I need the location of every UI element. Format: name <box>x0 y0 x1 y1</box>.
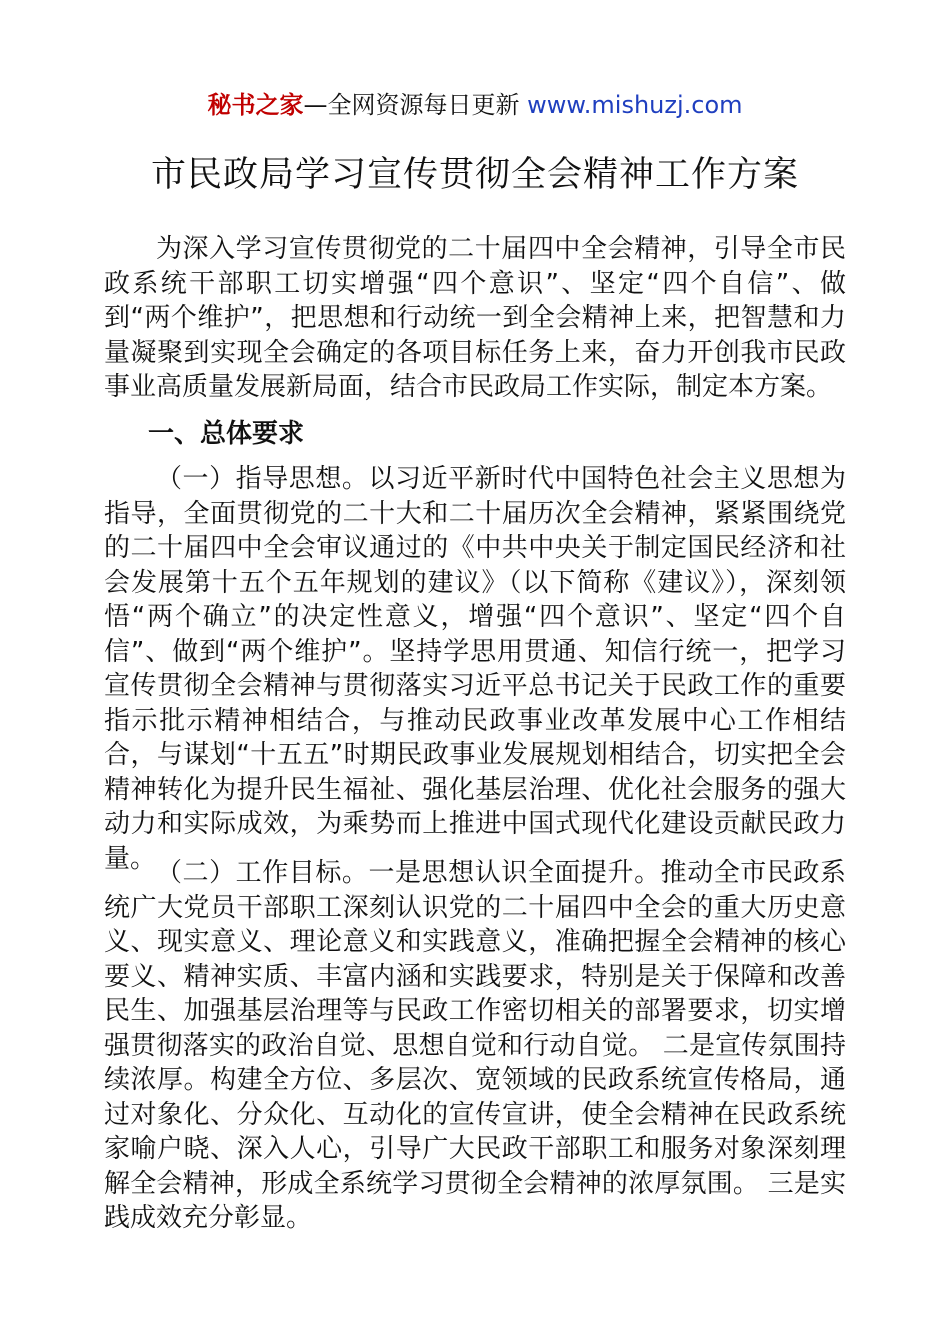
work-goals-paragraph: （二）工作目标。一是思想认识全面提升。推动全市民政系统广大党员干部职工深刻认识党的二十届四中全会的重大历史意义、现实意义、理论意义和实践意义，准确把握全会精神的核心要义、精神实质、丰富内涵和实践要求，特别是关于保障和改善民生、加强基层治理等与民政工作密切相关的部署要求，切实增强贯彻落实的政治自觉、思想自觉和行动自觉。 二是宣传氛围持续浓厚。构建全方位、多层次、宽领域的民政系统宣传格局，通过对象化、分众化、互动化的宣传宣讲，使全会精神在民政系统家喻户晓、深入人心，引导广大民政干部职工和服务对象深刻理解全会精神，形成全系统学习贯彻全会精神的浓厚氛围。 三是实践成效充分彰显。 <box>104 858 846 1233</box>
banner-tagline: —全网资源每日更新 <box>303 91 528 119</box>
banner-brand: 秘书之家 <box>207 91 304 119</box>
section-heading-general-requirements: 一、总体要求 <box>148 419 305 449</box>
page-title: 市民政局学习宣传贯彻全会精神工作方案 <box>150 155 799 195</box>
guiding-ideology-paragraph: （一）指导思想。以习近平新时代中国特色社会主义思想为指导，全面贯彻党的二十大和二十届历次全会精神，紧紧围绕党的二十届四中全会审议通过的《中共中央关于制定国民经济和社会发展第十五个五年规划的建议》（以下简称《建议》），深刻领悟“两个确立”的决定性意义，增强“四个意识”、坚定“四个自信”、做到“两个维护”。坚持学思用贯通、知信行统一，把学习宣传贯彻全会精神与贯彻落实习近平总书记关于民政工作的重要指示批示精神相结合，与推动民政事业改革发展中心工作相结合，与谋划“十五五”时期民政事业发展规划相结合，切实把全会精神转化为提升民生福祉、强化基层治理、优化社会服务的强大动力和实际成效，为乘势而上推进中国式现代化建设贡献民政力量。 <box>104 464 846 874</box>
intro-paragraph: 为深入学习宣传贯彻党的二十届四中全会精神，引导全市民政系统干部职工切实增强“四个意识”、坚定“四个自信”、做到“两个维护”，把思想和行动统一到全会精神上来，把智慧和力量凝聚到实现全会确定的各项目标任务上来，奋力开创我市民政事业高质量发展新局面，结合市民政局工作实际，制定本方案。 <box>104 234 846 402</box>
banner-site-link[interactable]: www.mishuzj.com <box>527 91 743 119</box>
site-banner <box>0 88 950 122</box>
